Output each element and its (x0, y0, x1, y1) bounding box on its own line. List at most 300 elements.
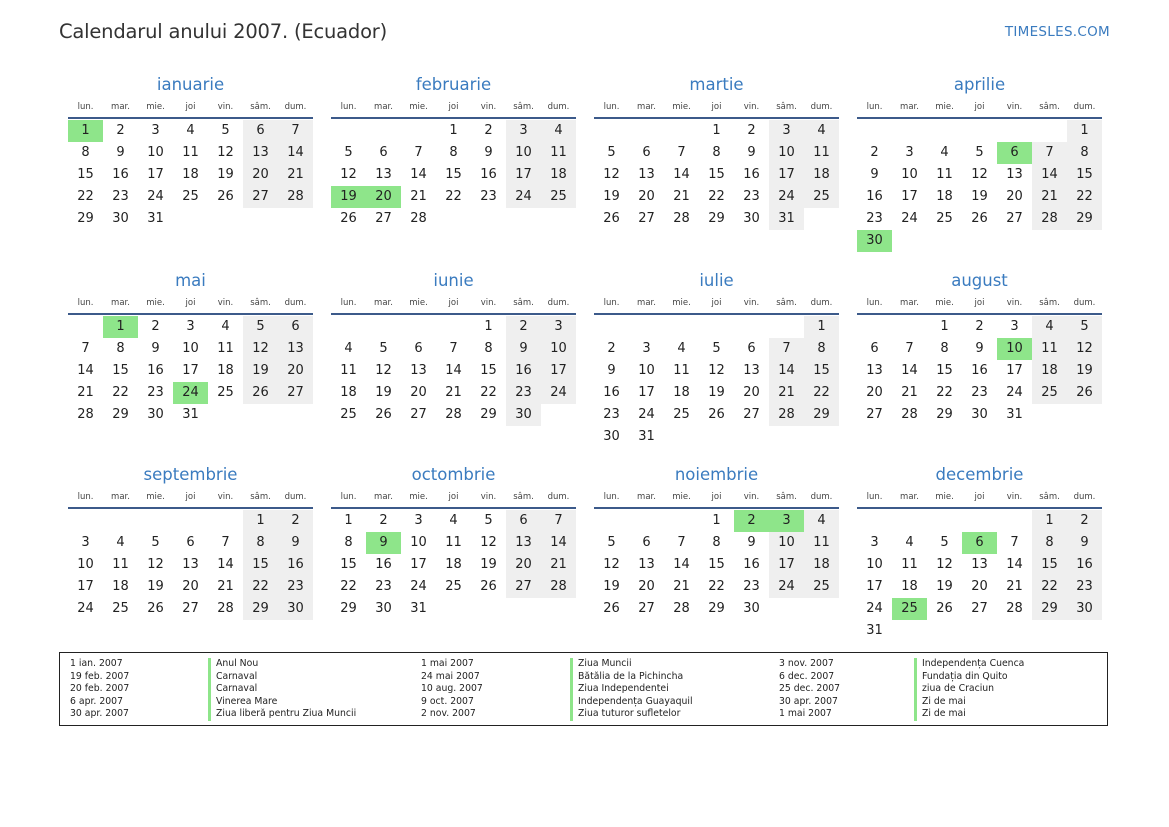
empty-cell (892, 316, 927, 338)
day-cell: 16 (147, 363, 164, 378)
day-cell: 24 (77, 601, 94, 616)
day-cell: 22 (804, 382, 839, 404)
day-cell: 1 (484, 319, 493, 334)
day-cell: 22 (340, 579, 357, 594)
day-cell: 8 (449, 145, 458, 160)
month-title: august (951, 271, 1008, 290)
day-cell: 2 (484, 123, 493, 138)
day-cell: 12 (603, 557, 620, 572)
day-cell: 14 (217, 557, 234, 572)
day-cell: 12 (1067, 338, 1102, 360)
day-cell: 14 (673, 167, 690, 182)
day-cell: 3 (414, 513, 423, 528)
legend-date: 19 feb. 2007 (70, 670, 130, 682)
empty-cell (1032, 120, 1067, 142)
weekday-header (594, 487, 839, 509)
day-grid (68, 120, 313, 230)
day-cell: 2 (747, 123, 756, 138)
weekday-label: joi (974, 298, 985, 308)
day-cell: 23 (866, 211, 883, 226)
day-cell: 30 (278, 598, 313, 620)
holiday-day-cell: 24 (173, 382, 208, 404)
legend-holiday-name: Independența Guayaquil (570, 696, 693, 709)
weekday-label: lun. (603, 492, 620, 502)
day-cell: 29 (1032, 598, 1067, 620)
day-cell: 7 (449, 341, 458, 356)
day-cell: 3 (642, 341, 651, 356)
day-cell: 18 (901, 579, 918, 594)
day-cell: 5 (712, 341, 721, 356)
legend-date: 20 feb. 2007 (70, 683, 130, 695)
month-august (857, 268, 1102, 462)
day-cell: 8 (81, 145, 90, 160)
weekday-header (331, 97, 576, 119)
day-cell: 5 (379, 341, 388, 356)
day-cell: 12 (480, 535, 497, 550)
weekday-label: mar. (374, 102, 393, 112)
day-cell: 29 (708, 211, 725, 226)
weekday-label: mie. (672, 298, 691, 308)
day-cell: 24 (769, 186, 804, 208)
weekday-label: vin. (743, 102, 760, 112)
holiday-day-cell: 6 (962, 532, 997, 554)
day-cell: 9 (747, 145, 756, 160)
day-grid (331, 510, 576, 620)
day-cell: 29 (708, 601, 725, 616)
legend-dates-column (421, 658, 483, 721)
day-cell: 23 (603, 407, 620, 422)
legend-date: 30 apr. 2007 (70, 708, 129, 720)
weekday-label: lun. (866, 492, 883, 502)
day-cell: 15 (77, 167, 94, 182)
day-cell: 13 (182, 557, 199, 572)
empty-cell (331, 120, 366, 142)
day-cell: 14 (410, 167, 427, 182)
day-cell: 11 (936, 167, 953, 182)
legend-holiday-name: Fundația din Quito (914, 671, 1024, 684)
day-cell: 7 (81, 341, 90, 356)
day-cell: 12 (936, 557, 953, 572)
day-cell: 10 (410, 535, 427, 550)
day-cell: 20 (278, 360, 313, 382)
day-cell: 25 (1032, 382, 1067, 404)
day-cell: 19 (243, 360, 278, 382)
day-cell: 7 (905, 341, 914, 356)
day-cell: 31 (147, 211, 164, 226)
day-cell: 16 (866, 189, 883, 204)
weekday-label: vin. (743, 492, 760, 502)
day-cell: 18 (217, 363, 234, 378)
day-cell: 20 (410, 385, 427, 400)
day-cell: 23 (480, 189, 497, 204)
day-cell: 16 (506, 360, 541, 382)
weekday-label: dum. (810, 102, 833, 112)
day-cell: 9 (1067, 532, 1102, 554)
weekday-label: mie. (935, 102, 954, 112)
month-martie (594, 72, 839, 268)
legend-holiday-name: Carnaval (208, 671, 356, 684)
day-cell: 22 (480, 385, 497, 400)
weekday-label: sâm. (513, 298, 534, 308)
day-cell: 16 (603, 385, 620, 400)
day-cell: 30 (743, 601, 760, 616)
day-cell: 2 (506, 316, 541, 338)
day-cell: 11 (673, 363, 690, 378)
day-cell: 24 (1006, 385, 1023, 400)
day-cell: 1 (712, 123, 721, 138)
day-cell: 9 (278, 532, 313, 554)
day-cell: 17 (1006, 363, 1023, 378)
day-cell: 27 (410, 407, 427, 422)
day-cell: 22 (708, 189, 725, 204)
day-cell: 3 (151, 123, 160, 138)
day-cell: 6 (747, 341, 756, 356)
day-cell: 29 (804, 404, 839, 426)
day-cell: 3 (81, 535, 90, 550)
day-cell: 4 (116, 535, 125, 550)
day-cell: 16 (480, 167, 497, 182)
weekday-label: sâm. (1039, 298, 1060, 308)
legend-date: 24 mai 2007 (421, 670, 480, 682)
holiday-day-cell: 1 (68, 120, 103, 142)
day-cell: 30 (506, 404, 541, 426)
day-cell: 29 (936, 407, 953, 422)
day-cell: 20 (182, 579, 199, 594)
day-cell: 31 (410, 601, 427, 616)
weekday-label: dum. (547, 492, 570, 502)
day-cell: 4 (449, 513, 458, 528)
empty-cell (927, 120, 962, 142)
day-cell: 31 (866, 623, 883, 638)
weekday-label: vin. (1006, 298, 1023, 308)
empty-cell (997, 510, 1032, 532)
weekday-label: mie. (935, 298, 954, 308)
legend-date: 3 nov. 2007 (779, 658, 834, 669)
day-cell: 13 (743, 363, 760, 378)
empty-cell (366, 316, 401, 338)
day-cell: 30 (603, 429, 620, 444)
weekday-label: lun. (340, 298, 357, 308)
day-cell: 13 (243, 142, 278, 164)
day-cell: 17 (769, 164, 804, 186)
day-cell: 17 (147, 167, 164, 182)
weekday-label: vin. (743, 298, 760, 308)
weekday-label: vin. (480, 298, 497, 308)
day-cell: 11 (1032, 338, 1067, 360)
day-cell: 7 (677, 535, 686, 550)
day-grid (857, 120, 1102, 252)
day-cell: 12 (243, 338, 278, 360)
day-cell: 22 (112, 385, 129, 400)
day-cell: 17 (638, 385, 655, 400)
day-cell: 14 (445, 363, 462, 378)
day-cell: 3 (1010, 319, 1019, 334)
weekday-label: mie. (672, 102, 691, 112)
day-cell: 31 (1006, 407, 1023, 422)
weekday-label: vin. (480, 102, 497, 112)
day-cell: 24 (541, 382, 576, 404)
month-title: decembrie (935, 465, 1024, 484)
day-cell: 23 (147, 385, 164, 400)
day-cell: 15 (804, 360, 839, 382)
weekday-label: mie. (409, 298, 428, 308)
day-grid (594, 316, 839, 448)
empty-cell (331, 316, 366, 338)
weekday-label: dum. (284, 298, 307, 308)
day-cell: 6 (186, 535, 195, 550)
day-cell: 30 (147, 407, 164, 422)
day-cell: 8 (712, 145, 721, 160)
day-cell: 4 (804, 510, 839, 532)
weekday-label: sâm. (513, 492, 534, 502)
day-cell: 10 (182, 341, 199, 356)
month-title: octombrie (411, 465, 496, 484)
month-title: aprilie (953, 75, 1006, 94)
day-cell: 23 (1067, 576, 1102, 598)
day-cell: 20 (638, 579, 655, 594)
day-cell: 9 (151, 341, 160, 356)
day-cell: 5 (484, 513, 493, 528)
day-cell: 21 (1032, 186, 1067, 208)
day-cell: 9 (975, 341, 984, 356)
day-cell: 24 (769, 576, 804, 598)
day-cell: 5 (243, 316, 278, 338)
weekday-label: mar. (637, 102, 656, 112)
day-cell: 13 (971, 557, 988, 572)
day-cell: 2 (379, 513, 388, 528)
empty-cell (436, 316, 471, 338)
day-cell: 26 (603, 211, 620, 226)
day-cell: 28 (673, 601, 690, 616)
day-cell: 27 (866, 407, 883, 422)
legend-date: 6 apr. 2007 (70, 695, 124, 707)
day-cell: 15 (1032, 554, 1067, 576)
day-cell: 17 (866, 579, 883, 594)
day-cell: 2 (151, 319, 160, 334)
day-cell: 8 (344, 535, 353, 550)
weekday-label: joi (448, 102, 459, 112)
day-cell: 13 (506, 532, 541, 554)
day-cell: 27 (1006, 211, 1023, 226)
day-cell: 26 (375, 407, 392, 422)
legend-date: 25 dec. 2007 (779, 683, 841, 695)
day-cell: 15 (936, 363, 953, 378)
month-iunie (331, 268, 576, 462)
weekday-header (594, 293, 839, 315)
day-cell: 14 (673, 557, 690, 572)
weekday-label: mie. (146, 102, 165, 112)
month-title: iunie (433, 271, 474, 290)
day-cell: 21 (278, 164, 313, 186)
day-cell: 15 (112, 363, 129, 378)
day-cell: 15 (480, 363, 497, 378)
day-cell: 16 (375, 557, 392, 572)
weekday-label: joi (448, 492, 459, 502)
day-cell: 5 (607, 535, 616, 550)
month-title: septembrie (143, 465, 238, 484)
day-cell: 10 (541, 338, 576, 360)
day-grid (857, 510, 1102, 642)
empty-cell (366, 120, 401, 142)
day-cell: 3 (506, 120, 541, 142)
day-cell: 18 (804, 164, 839, 186)
holiday-day-cell: 6 (997, 142, 1032, 164)
day-cell: 25 (673, 407, 690, 422)
empty-cell (962, 510, 997, 532)
month-septembrie (68, 462, 313, 662)
day-cell: 4 (221, 319, 230, 334)
day-cell: 14 (541, 532, 576, 554)
holiday-day-cell: 30 (857, 230, 892, 252)
day-cell: 11 (901, 557, 918, 572)
day-cell: 16 (278, 554, 313, 576)
month-octombrie (331, 462, 576, 662)
legend-holiday-name: Zi de mai (914, 696, 1024, 709)
day-cell: 11 (804, 142, 839, 164)
day-cell: 29 (112, 407, 129, 422)
weekday-label: joi (185, 102, 196, 112)
weekday-label: dum. (547, 298, 570, 308)
weekday-label: joi (974, 102, 985, 112)
day-grid (594, 510, 839, 620)
day-cell: 22 (77, 189, 94, 204)
day-cell: 6 (642, 535, 651, 550)
legend-date: 1 mai 2007 (779, 708, 832, 720)
weekday-header (857, 97, 1102, 119)
day-cell: 22 (1032, 576, 1067, 598)
day-cell: 5 (1067, 316, 1102, 338)
day-cell: 26 (1067, 382, 1102, 404)
day-cell: 9 (484, 145, 493, 160)
day-cell: 29 (77, 211, 94, 226)
day-cell: 30 (971, 407, 988, 422)
day-cell: 21 (445, 385, 462, 400)
day-cell: 20 (1006, 189, 1023, 204)
empty-cell (594, 120, 629, 142)
day-cell: 18 (112, 579, 129, 594)
day-cell: 8 (712, 535, 721, 550)
day-cell: 26 (340, 211, 357, 226)
day-cell: 7 (414, 145, 423, 160)
day-cell: 19 (147, 579, 164, 594)
day-cell: 8 (940, 341, 949, 356)
day-cell: 31 (769, 208, 804, 230)
day-cell: 17 (769, 554, 804, 576)
day-grid (68, 316, 313, 426)
day-cell: 7 (278, 120, 313, 142)
day-cell: 10 (147, 145, 164, 160)
day-cell: 19 (217, 167, 234, 182)
day-cell: 5 (221, 123, 230, 138)
holiday-day-cell: 3 (769, 510, 804, 532)
day-cell: 28 (278, 186, 313, 208)
day-cell: 28 (769, 404, 804, 426)
day-cell: 12 (375, 363, 392, 378)
day-cell: 6 (278, 316, 313, 338)
weekday-label: mar. (900, 102, 919, 112)
day-cell: 19 (936, 579, 953, 594)
page-title: Calendarul anului 2007. (Ecuador) (59, 20, 388, 43)
day-cell: 23 (971, 385, 988, 400)
day-cell: 22 (708, 579, 725, 594)
weekday-header (68, 487, 313, 509)
day-cell: 29 (340, 601, 357, 616)
day-cell: 23 (743, 579, 760, 594)
day-cell: 3 (769, 120, 804, 142)
empty-cell (68, 510, 103, 532)
day-cell: 17 (410, 557, 427, 572)
day-cell: 5 (975, 145, 984, 160)
legend-holiday-name: Zi de mai (914, 708, 1024, 721)
day-cell: 28 (77, 407, 94, 422)
day-cell: 13 (410, 363, 427, 378)
day-cell: 30 (112, 211, 129, 226)
month-title: iulie (699, 271, 734, 290)
legend-holiday-name: Independența Cuenca (914, 658, 1024, 671)
day-cell: 23 (743, 189, 760, 204)
weekday-label: mar. (374, 298, 393, 308)
day-cell: 10 (77, 557, 94, 572)
weekday-header (857, 487, 1102, 509)
legend-holiday-name: Ziua liberă pentru Ziua Muncii (208, 708, 356, 721)
holiday-day-cell: 19 (331, 186, 366, 208)
weekday-label: mie. (146, 298, 165, 308)
day-cell: 13 (278, 338, 313, 360)
day-cell: 27 (971, 601, 988, 616)
empty-cell (103, 510, 138, 532)
day-cell: 8 (1067, 142, 1102, 164)
day-cell: 8 (116, 341, 125, 356)
day-cell: 13 (638, 557, 655, 572)
site-link[interactable]: TIMESLES.COM (1004, 24, 1110, 40)
weekday-label: dum. (1073, 298, 1096, 308)
day-cell: 17 (506, 164, 541, 186)
day-cell: 15 (243, 554, 278, 576)
weekday-label: lun. (603, 102, 620, 112)
day-cell: 28 (541, 576, 576, 598)
day-cell: 25 (541, 186, 576, 208)
day-cell: 25 (936, 211, 953, 226)
weekday-label: sâm. (776, 298, 797, 308)
empty-cell (892, 510, 927, 532)
day-cell: 29 (243, 598, 278, 620)
day-cell: 17 (77, 579, 94, 594)
weekday-label: mie. (409, 492, 428, 502)
legend-date: 9 oct. 2007 (421, 695, 474, 707)
weekday-label: mar. (900, 298, 919, 308)
empty-cell (699, 316, 734, 338)
day-cell: 22 (936, 385, 953, 400)
day-cell: 27 (182, 601, 199, 616)
day-cell: 7 (541, 510, 576, 532)
empty-cell (594, 316, 629, 338)
empty-cell (401, 120, 436, 142)
empty-cell (138, 510, 173, 532)
day-cell: 26 (971, 211, 988, 226)
day-cell: 29 (1067, 208, 1102, 230)
day-cell: 25 (340, 407, 357, 422)
month-aprilie (857, 72, 1102, 268)
weekday-label: mar. (637, 492, 656, 502)
day-cell: 14 (769, 360, 804, 382)
weekday-label: dum. (547, 102, 570, 112)
day-cell: 24 (866, 601, 883, 616)
month-title: februarie (415, 75, 492, 94)
legend-date: 6 dec. 2007 (779, 670, 835, 682)
empty-cell (68, 316, 103, 338)
day-cell: 4 (541, 120, 576, 142)
day-cell: 8 (243, 532, 278, 554)
